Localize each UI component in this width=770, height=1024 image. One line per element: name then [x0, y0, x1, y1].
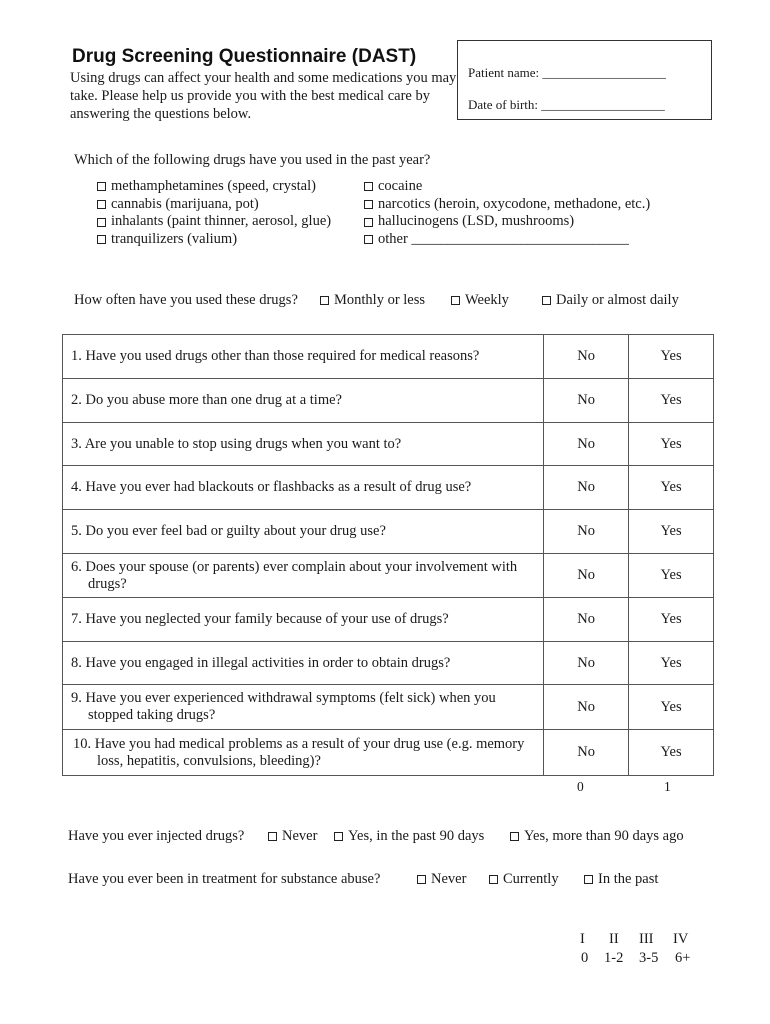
answer-yes[interactable]: Yes [629, 335, 714, 379]
drug-option[interactable]: inhalants (paint thinner, aerosol, glue) [97, 213, 331, 231]
checkbox[interactable] [451, 296, 460, 305]
checkbox[interactable] [364, 182, 373, 191]
drug-option[interactable]: cocaine [364, 178, 650, 196]
table-row [63, 685, 714, 730]
checkbox[interactable] [417, 875, 426, 884]
table-row [63, 642, 714, 685]
checkbox[interactable] [268, 832, 277, 841]
question-text: 8. Have you engaged in illegal activities in order to obtain drugs? [63, 642, 544, 685]
page-title: Drug Screening Questionnaire (DAST) [72, 46, 417, 67]
scale-range: 6+ [675, 950, 691, 966]
question-text: 1. Have you used drugs other than those required for medical reasons? [63, 335, 544, 379]
answer-no[interactable]: No [544, 730, 629, 776]
drug-list-right [364, 178, 650, 249]
injected-label: Have you ever injected drugs? [68, 828, 245, 844]
frequency-option[interactable]: Daily or almost daily [542, 292, 679, 309]
answer-no[interactable]: No [544, 335, 629, 379]
patient-name-field[interactable]: Patient name: ___________________ [468, 65, 666, 80]
answer-yes[interactable]: Yes [629, 598, 714, 642]
table-row [63, 730, 714, 776]
checkbox[interactable] [584, 875, 593, 884]
question-text: 4. Have you ever had blackouts or flashbacks as a result of drug use? [63, 466, 544, 510]
table-row [63, 423, 714, 466]
question-text: 2. Do you abuse more than one drug at a time? [63, 379, 544, 423]
date-of-birth-field[interactable]: Date of birth: ___________________ [468, 97, 665, 112]
answer-yes[interactable]: Yes [629, 554, 714, 598]
treatment-option[interactable]: Never [417, 871, 466, 888]
score-yes: 1 [664, 779, 671, 794]
treatment-label: Have you ever been in treatment for substance abuse? [68, 871, 381, 887]
scale-range: 3-5 [639, 950, 659, 966]
injected-option[interactable]: Yes, more than 90 days ago [510, 828, 684, 845]
answer-yes[interactable]: Yes [629, 510, 714, 554]
injected-option[interactable]: Never [268, 828, 317, 845]
scale-level: II [609, 931, 619, 947]
drug-option[interactable]: methamphetamines (speed, crystal) [97, 178, 331, 196]
checkbox[interactable] [97, 200, 106, 209]
drug-option[interactable]: tranquilizers (valium) [97, 231, 331, 249]
frequency-label: How often have you used these drugs? [74, 292, 298, 308]
table-row [63, 379, 714, 423]
scale-range: 1-2 [604, 950, 624, 966]
question-text: 6. Does your spouse (or parents) ever complain about your involvement with drugs? [63, 554, 544, 598]
table-row [63, 466, 714, 510]
table-row [63, 598, 714, 642]
table-row [63, 554, 714, 598]
checkbox[interactable] [97, 218, 106, 227]
answer-yes[interactable]: Yes [629, 685, 714, 730]
answer-no[interactable]: No [544, 379, 629, 423]
drug-list-left [97, 178, 331, 249]
question-text: 10. Have you had medical problems as a result of your drug use (e.g. memory loss, hepatitis, convulsions, bleeding)? [63, 730, 544, 776]
drug-option[interactable]: cannabis (marijuana, pot) [97, 196, 331, 214]
scale-range: 0 [581, 950, 589, 966]
checkbox[interactable] [489, 875, 498, 884]
checkbox[interactable] [542, 296, 551, 305]
dast-questions-table [62, 334, 714, 776]
frequency-option[interactable]: Monthly or less [320, 292, 425, 309]
drug-option[interactable]: hallucinogens (LSD, mushrooms) [364, 213, 650, 231]
scale-level: I [580, 931, 585, 947]
answer-no[interactable]: No [544, 642, 629, 685]
patient-info-box [457, 40, 712, 120]
drug-option[interactable]: narcotics (heroin, oxycodone, methadone, etc.) [364, 196, 650, 214]
question-text: 3. Are you unable to stop using drugs when you want to? [63, 423, 544, 466]
table-row [63, 510, 714, 554]
table-row [63, 335, 714, 379]
answer-yes[interactable]: Yes [629, 379, 714, 423]
answer-no[interactable]: No [544, 466, 629, 510]
question-text: 5. Do you ever feel bad or guilty about your drug use? [63, 510, 544, 554]
drugs-question: Which of the following drugs have you used in the past year? [74, 152, 431, 168]
checkbox[interactable] [320, 296, 329, 305]
answer-no[interactable]: No [544, 510, 629, 554]
answer-no[interactable]: No [544, 554, 629, 598]
score-no: 0 [577, 779, 584, 794]
checkbox[interactable] [334, 832, 343, 841]
treatment-option[interactable]: Currently [489, 871, 559, 888]
question-text: 7. Have you neglected your family because of your use of drugs? [63, 598, 544, 642]
answer-no[interactable]: No [544, 685, 629, 730]
answer-yes[interactable]: Yes [629, 466, 714, 510]
answer-yes[interactable]: Yes [629, 642, 714, 685]
drug-option[interactable]: other ______________________________ [364, 231, 650, 249]
checkbox[interactable] [364, 235, 373, 244]
scale-level: IV [673, 931, 689, 947]
answer-yes[interactable]: Yes [629, 423, 714, 466]
frequency-row [74, 292, 298, 309]
question-text: 9. Have you ever experienced withdrawal symptoms (felt sick) when you stopped taking drugs? [63, 685, 544, 730]
answer-yes[interactable]: Yes [629, 730, 714, 776]
answer-no[interactable]: No [544, 423, 629, 466]
frequency-option[interactable]: Weekly [451, 292, 509, 309]
checkbox[interactable] [364, 218, 373, 227]
answer-no[interactable]: No [544, 598, 629, 642]
intro-text: Using drugs can affect your health and some medications you may take. Please help us provide you with the best medical care by answering the questions below. [70, 70, 457, 122]
scale-level: III [639, 931, 654, 947]
checkbox[interactable] [510, 832, 519, 841]
checkbox[interactable] [97, 182, 106, 191]
checkbox[interactable] [97, 235, 106, 244]
injected-option[interactable]: Yes, in the past 90 days [334, 828, 484, 845]
treatment-option[interactable]: In the past [584, 871, 658, 888]
checkbox[interactable] [364, 200, 373, 209]
